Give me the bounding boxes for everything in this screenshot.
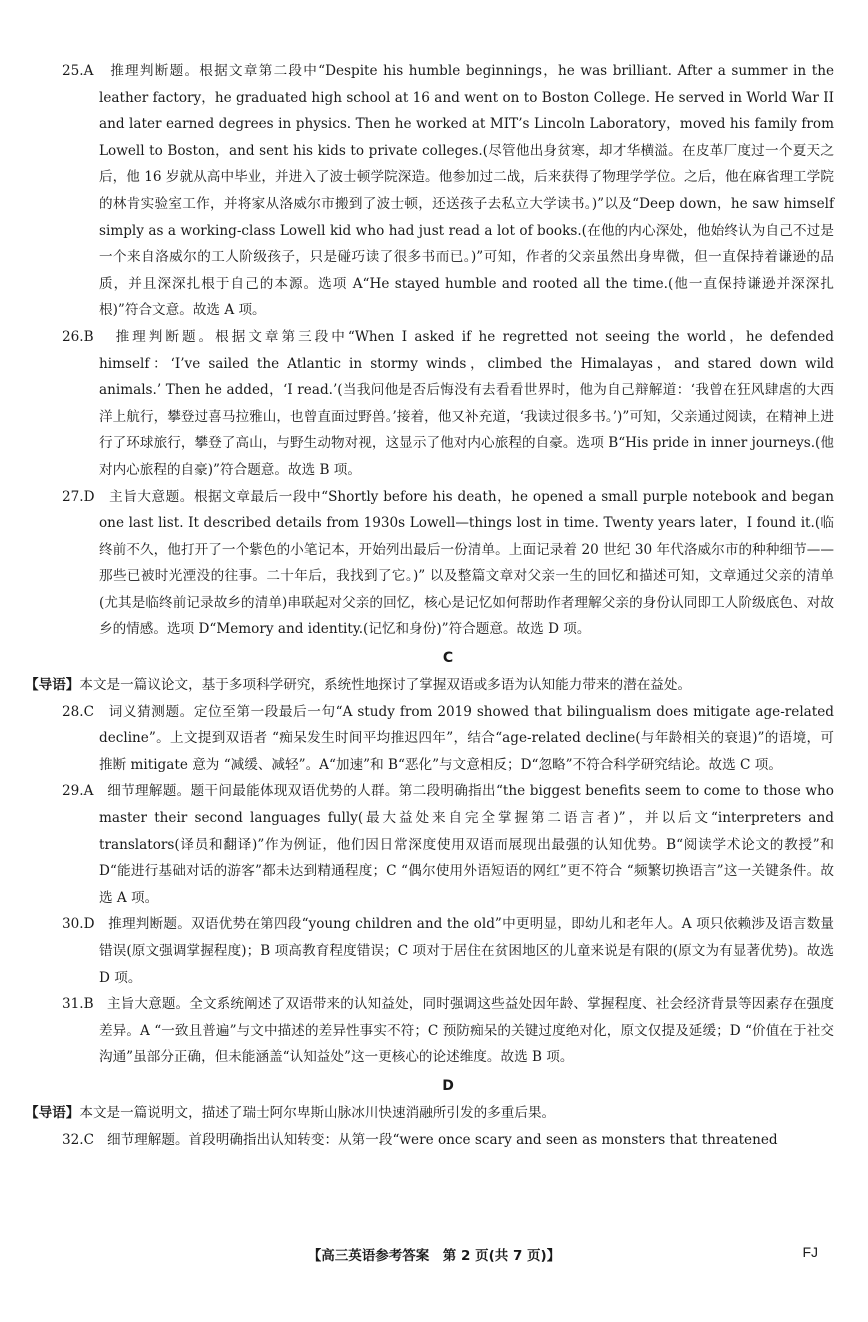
answer-explanation: 细节理解题。首段明确指出认知转变：从第一段“were once scary and seen as monsters that threatened [107, 1131, 778, 1148]
answer-explanation: 细节理解题。题干问最能体现双语优势的人群。第二段明确指出“the biggest benefits seem to come to those who master their second languages fully(最大益处来自完全掌握第二语言者)”，并以后文“interpreters and translators(译员和翻译)”作为例证，他们因日常深度使用双语而展现出最强的认知优势。B“阅读学术论文的教授”和 D“能进行基础对话的游客”都未达到精通程度；C “偶尔使用外语短语的网红”更不符合 “频繁切换语言”这一关键条件。故选 A 项。 [99, 783, 834, 906]
answer-item-26 [62, 324, 834, 484]
answer-number: 25.A [62, 63, 94, 79]
guide-label: 【导语】 [25, 1104, 80, 1121]
footer-page-info: 【高三英语参考答案 第 2 页(共 7 页)】 [307, 1248, 561, 1264]
answer-number: 26.B [62, 328, 94, 345]
page-footer [0, 1244, 868, 1268]
answer-item-30 [62, 911, 834, 991]
guide-d [25, 1100, 834, 1127]
answer-explanation: 主旨大意题。全文系统阐述了双语带来的认知益处，同时强调这些益处因年龄、掌握程度、社会经济背景等因素存在强度差异。A “一致且普遍”与文中描述的差异性事实不符；C 预防痴呆的关键过度绝对化，原文仅提及延缓；D “价值在于社交沟通”虽部分正确，但未能涵盖“认知益处”这一更核心的论述维度。故选 B 项。 [99, 996, 834, 1066]
answer-item-29 [62, 778, 834, 911]
answer-item-25 [62, 58, 834, 324]
answer-number: 29.A [62, 783, 94, 800]
answer-number: 31.B [62, 996, 94, 1013]
section-heading-c: C [442, 650, 454, 667]
answer-explanation: 词义猜测题。定位至第一段最后一句“A study from 2019 showed that bilingualism does mitigate age-related decline”。上文提到双语者 “痴呆发生时间平均推迟四年”，结合“age-related decline(与年龄相关的衰退)”的语境，可推断 mitigate 意为 “减缓、减轻”。A“加速”和 B“恶化”与文意相反；D“忽略”不符合科学研究结论。故选 C 项。 [99, 703, 834, 773]
answer-item-28 [62, 699, 834, 779]
section-heading-d: D [442, 1077, 454, 1094]
answer-number: 30.D [62, 916, 95, 933]
guide-text: 本文是一篇说明文，描述了瑞士阿尔卑斯山脉冰川快速消融所引发的多重后果。 [79, 1104, 556, 1121]
page-content [25, 58, 835, 1153]
answer-item-27 [62, 484, 834, 644]
answer-item-31 [62, 991, 834, 1071]
answer-item-32 [62, 1127, 834, 1154]
guide-c [25, 672, 834, 699]
answer-explanation: 推理判断题。双语优势在第四段“young children and the old”中更明显，即幼儿和老年人。A 项只依赖涉及语言数量错误(原文强调掌握程度)；B 项高教育程度错误；C 项对于居住在贫困地区的儿童来说是有限的(原文为有显著优势)。故选 D 项。 [99, 916, 835, 986]
answer-explanation: 推理判断题。根据文章第二段中“Despite his humble beginnings，he was brilliant. After a summer in the leather factory，he graduated high school at 16 and went on to Boston College. He served in World War II and later earned degrees in physics. Then he worked at MIT’s Lincoln Laboratory，moved his family from Lowell to Boston，and sent his kids to private colleges.(尽管他出身贫寒，却才华横溢。在皮革厂度过一个夏天之后，他 16 岁就从高中毕业，并进入了波士顿学院深造。他参加过二战，后来获得了物理学学位。之后，他在麻省理工学院的林肯实验室工作，并将家从洛威尔市搬到了波士顿，还送孩子去私立大学读书。)”以及“Deep down，he saw himself simply as a working-class Lowell kid who had just read a lot of books.(在他的内心深处，他始终认为自己不过是一个来自洛威尔的工人阶级孩子，只是碰巧读了很多书而已。)”可知，作者的父亲虽然出身卑微，但一直保持着谦逊的品质，并且深深扎根于自己的本源。选项 A“He stayed humble and rooted all the time.(他一直保持谦逊并深深扎根)”符合文意。故选 A 项。 [99, 63, 835, 319]
guide-label: 【导语】 [25, 677, 80, 694]
answer-number: 27.D [62, 488, 95, 505]
answer-number: 28.C [62, 703, 95, 720]
answer-number: 32.C [62, 1131, 95, 1148]
answer-explanation: 主旨大意题。根据文章最后一段中“Shortly before his death，he opened a small purple notebook and began one last list. It described details from 1930s Lowell—things lost in time. Twenty years later，I found it.(临终前不久，他打开了一个紫色的小笔记本，开始列出最后一份清单。上面记录着 20 世纪 30 年代洛威尔市的种种细节——那些已被时光湮没的往事。二十年后，我找到了它。)” 以及整篇文章对父亲一生的回忆和描述可知，文章通过父亲的清单(尤其是临终前记录故乡的清单)串联起对父亲的回忆，核心是记忆如何帮助作者理解父亲的身份认同即工人阶级底色、对故乡的情感。选项 D“Memory and identity.(记忆和身份)”符合题意。故选 D 项。 [99, 488, 834, 638]
guide-text: 本文是一篇议论文，基于多项科学研究，系统性地探讨了掌握双语或多语为认知能力带来的潜在益处。 [79, 677, 692, 694]
answer-explanation: 推理判断题。根据文章第三段中“When I asked if he regretted not seeing the world，he defended himself：‘I’ve sailed the Atlantic in stormy winds，climbed the Himalayas，and stared down wild animals.’ Then he added，‘I read.’(当我问他是否后悔没有去看看世界时，他为自己辩解道：‘我曾在狂风肆虐的大西洋上航行，攀登过喜马拉雅山，也曾直面过野兽。’接着，他又补充道，‘我读过很多书。’)”可知，父亲通过阅读，在精神上进行了环球旅行，攀登了高山，与野生动物对视，这显示了他对内心旅程的自豪。选项 B“His pride in inner journeys.(他对内心旅程的自豪)”符合题意。故选 B 项。 [99, 328, 834, 478]
footer-region-code: FJ [802, 1244, 818, 1260]
